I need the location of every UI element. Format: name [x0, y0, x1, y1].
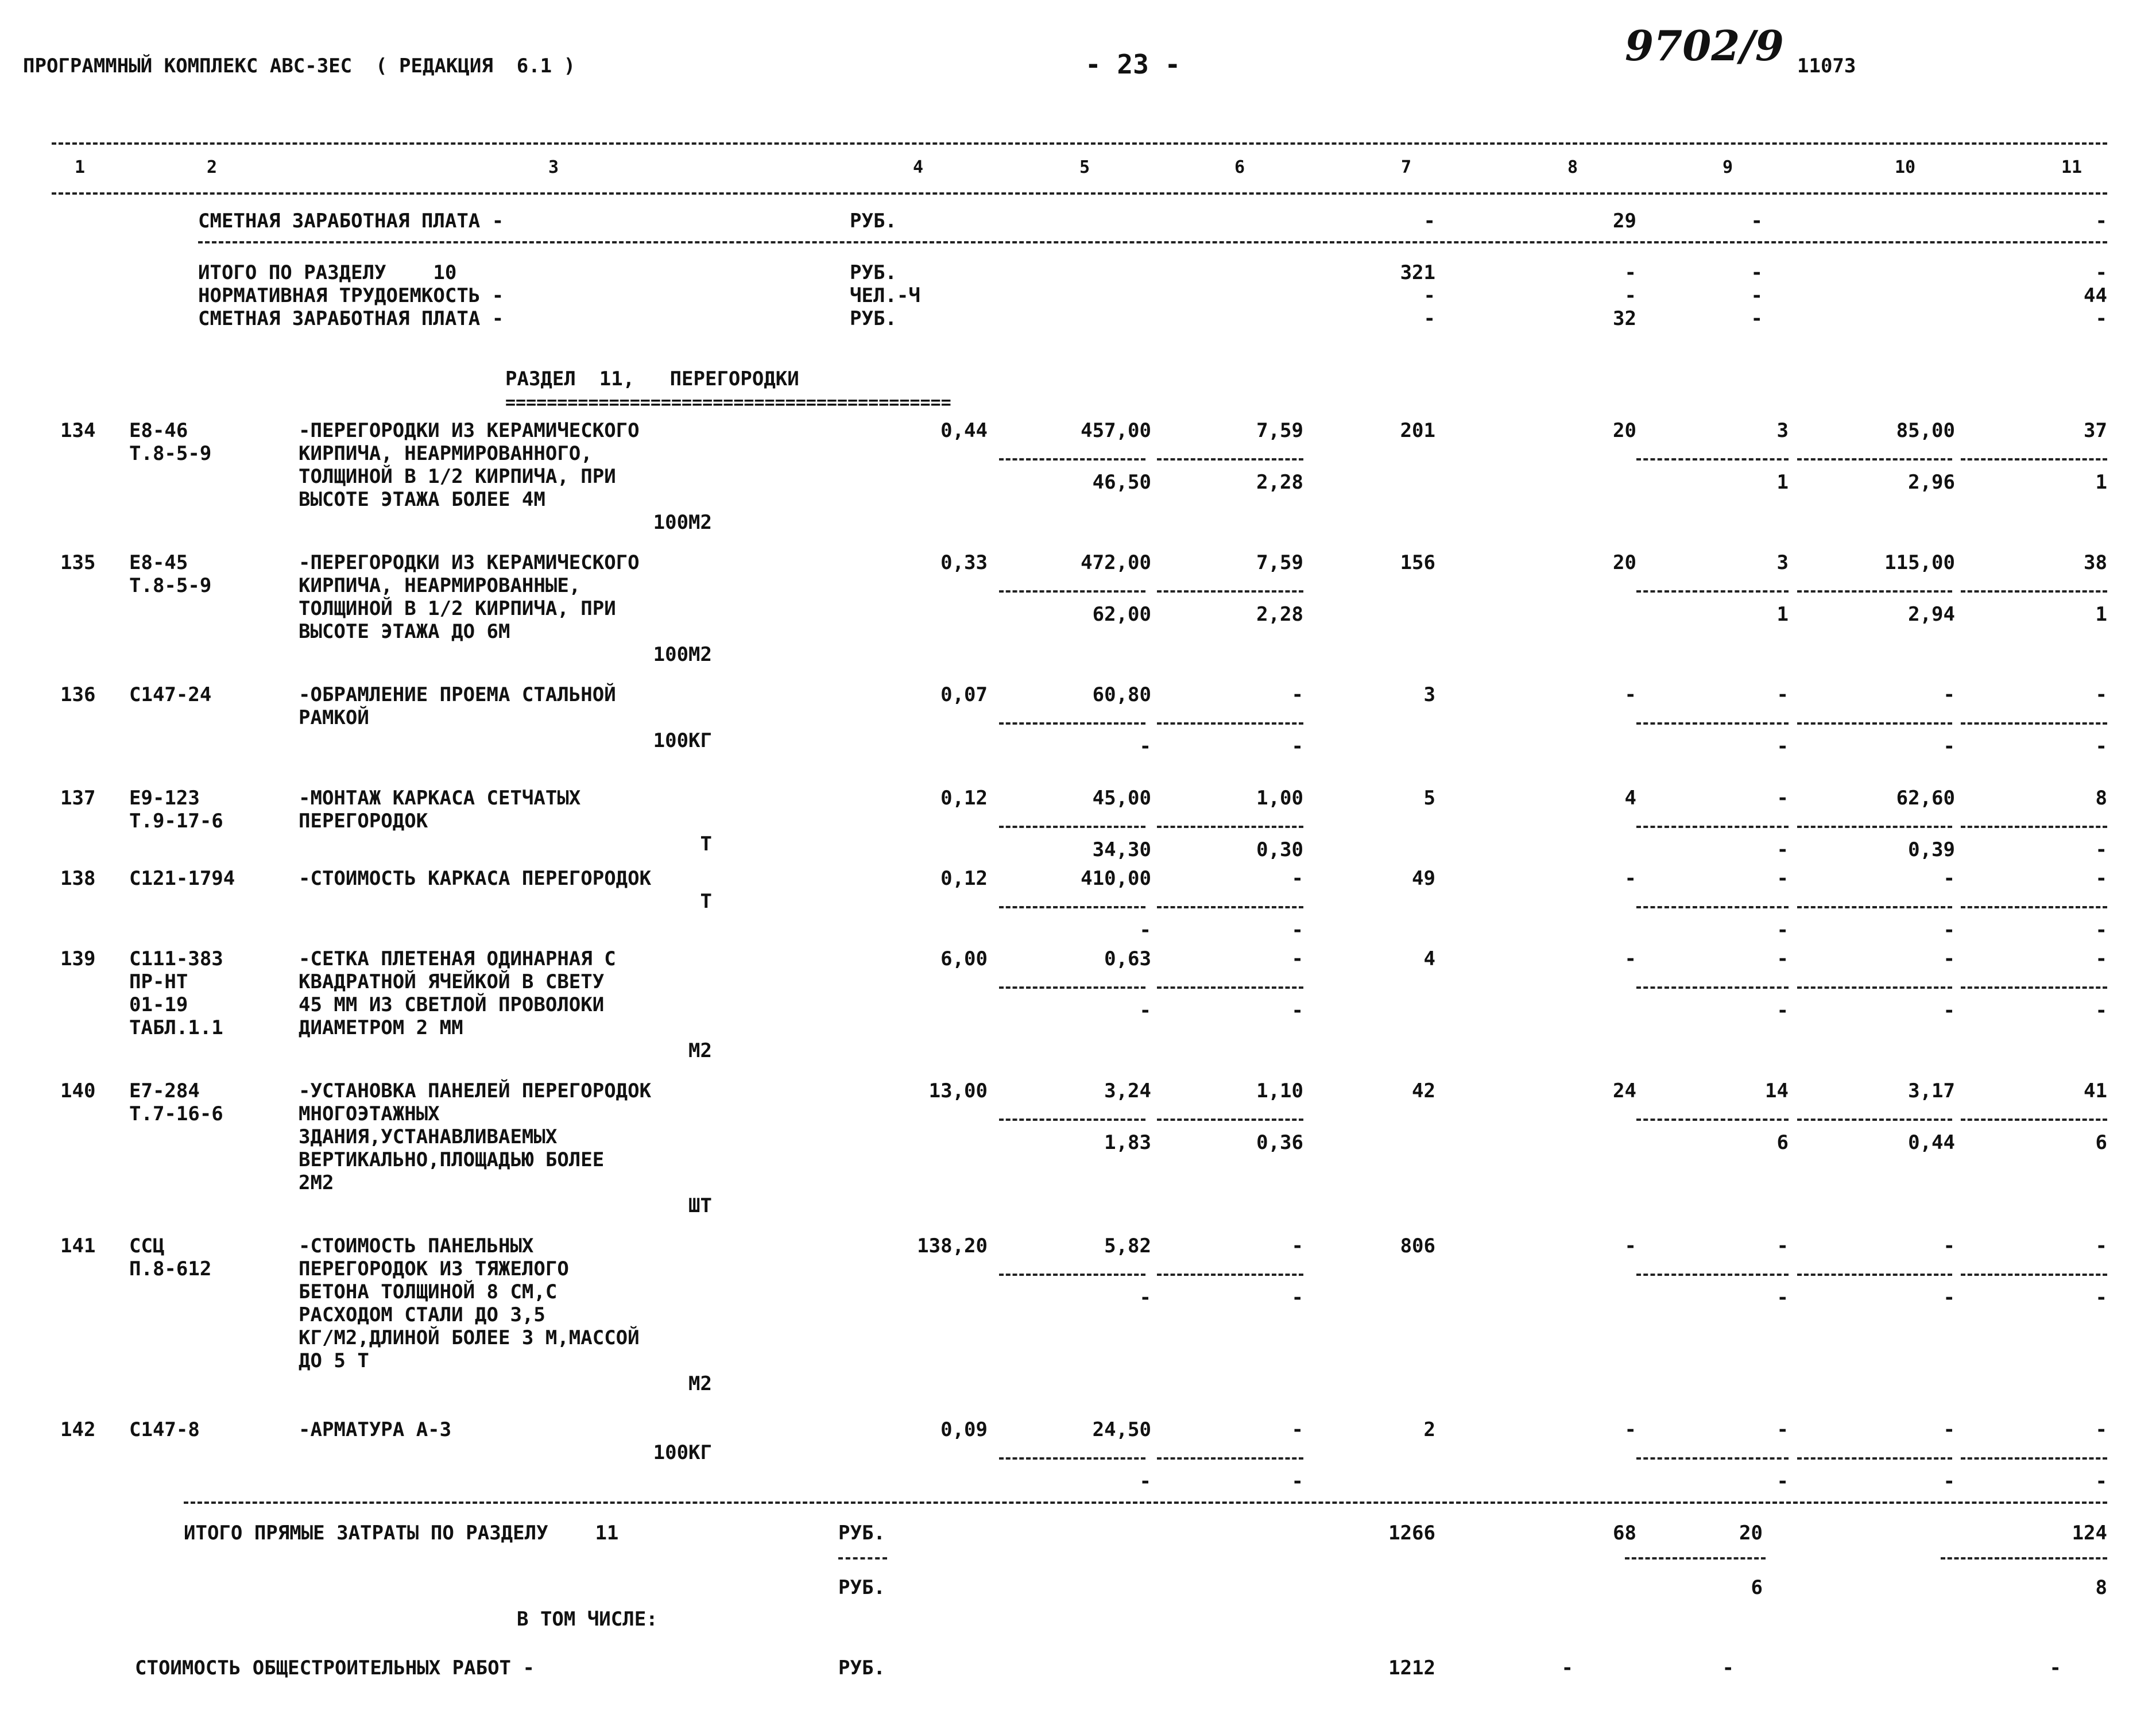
row-number: 141: [60, 1235, 96, 1257]
summary-unit: РУБ.: [850, 261, 897, 284]
building-works-label: СТОИМОСТЬ ОБЩЕСТРОИТЕЛЬНЫХ РАБОТ -: [135, 1657, 535, 1680]
row-unit-wage: 46,50: [1092, 471, 1151, 494]
row-machines-wage: -: [1776, 999, 1789, 1022]
row-unit-price: 472,00: [1081, 551, 1151, 574]
column-header-3: 3: [548, 157, 559, 177]
totals-col7: 1266: [1388, 1522, 1435, 1545]
row-machines-wage: 1: [1776, 471, 1789, 494]
row-machines: 3: [1776, 419, 1789, 442]
row-code: С121-1794: [129, 867, 235, 890]
row-labor-unit: -: [1943, 947, 1955, 970]
row-machine-wage: -: [1291, 1470, 1303, 1493]
row-machine-price: -: [1291, 867, 1303, 890]
row-number: 134: [60, 419, 96, 442]
row-labor-total-2: 1: [2095, 603, 2107, 626]
column-header-6: 6: [1234, 157, 1245, 177]
row-code: Е7-284: [129, 1079, 200, 1102]
row-unit-price: 0,63: [1104, 947, 1151, 970]
row-machine-price: 1,00: [1256, 787, 1303, 810]
cell-rule: [1797, 1119, 1952, 1121]
row-machines: -: [1776, 787, 1789, 810]
row-unit-wage: -: [1139, 919, 1151, 942]
row-total: 201: [1400, 419, 1435, 442]
row-machines: -: [1776, 947, 1789, 970]
totals-label: ИТОГО ПРЯМЫЕ ЗАТРАТЫ ПО РАЗДЕЛУ 11: [184, 1522, 619, 1545]
row-machine-wage: 2,28: [1256, 471, 1303, 494]
summary-label: ИТОГО ПО РАЗДЕЛУ 10: [198, 261, 457, 284]
row-labor-total: 37: [2084, 419, 2107, 442]
cell-rule: [1961, 1119, 2107, 1121]
row-labor-total: 8: [2095, 787, 2107, 810]
section-underline: ===========================================: [505, 393, 951, 413]
cell-rule: [1797, 906, 1952, 908]
summary-col8: 29: [1613, 210, 1636, 233]
row-code: 01-19: [129, 993, 188, 1016]
row-description: ВЫСОТЕ ЭТАЖА БОЛЕЕ 4М: [299, 488, 545, 511]
column-header-11: 11: [2061, 157, 2083, 177]
including-label: В ТОМ ЧИСЛЕ:: [517, 1608, 658, 1631]
building-works-col7: 1212: [1388, 1657, 1435, 1680]
summary-col8: 32: [1613, 307, 1636, 330]
row-labor-unit-2: 0,39: [1908, 838, 1955, 861]
totals-col9-2: 6: [1751, 1576, 1763, 1599]
row-unit: Т: [700, 890, 712, 913]
row-quantity: 0,12: [940, 867, 988, 890]
row-total: 5: [1423, 787, 1435, 810]
section-title: РАЗДЕЛ 11, ПЕРЕГОРОДКИ: [505, 367, 799, 390]
cell-rule: [999, 906, 1145, 908]
header-rule: [52, 192, 2107, 195]
row-machines-wage: -: [1776, 735, 1789, 758]
cell-rule: [1636, 722, 1789, 725]
cell-rule: [1961, 590, 2107, 593]
row-machines: -: [1776, 683, 1789, 706]
row-labor-total: -: [2095, 867, 2107, 890]
row-description: КИРПИЧА, НЕАРМИРОВАННЫЕ,: [299, 574, 581, 597]
summary-label: НОРМАТИВНАЯ ТРУДОЕМКОСТЬ -: [198, 284, 504, 307]
row-labor-unit-2: 2,94: [1908, 603, 1955, 626]
row-unit-wage: -: [1139, 999, 1151, 1022]
top-rule: [52, 142, 2107, 145]
row-wages: -: [1624, 1418, 1636, 1441]
row-labor-total-2: -: [2095, 1470, 2107, 1493]
totals-col9: 20: [1739, 1522, 1763, 1545]
row-code: С111-383: [129, 947, 223, 970]
row-machines-wage: 6: [1776, 1131, 1789, 1154]
cell-rule: [999, 1119, 1145, 1121]
row-wages: 24: [1613, 1079, 1636, 1102]
row-wages: 20: [1613, 419, 1636, 442]
row-description: ВЕРТИКАЛЬНО,ПЛОЩАДЬЮ БОЛЕЕ: [299, 1148, 605, 1171]
row-labor-total: 38: [2084, 551, 2107, 574]
row-description: -ПЕРЕГОРОДКИ ИЗ КЕРАМИЧЕСКОГО: [299, 419, 640, 442]
row-machine-wage: 0,30: [1256, 838, 1303, 861]
row-description: ЗДАНИЯ,УСТАНАВЛИВАЕМЫХ: [299, 1125, 558, 1148]
cell-rule: [999, 590, 1145, 593]
row-description: 2М2: [299, 1171, 334, 1194]
row-unit: 100М2: [653, 511, 712, 534]
summary-col11: -: [2095, 210, 2107, 233]
row-unit-price: 45,00: [1092, 787, 1151, 810]
cell-rule: [1157, 722, 1303, 725]
column-header-2: 2: [207, 157, 218, 177]
row-description: РАСХОДОМ СТАЛИ ДО 3,5: [299, 1303, 545, 1326]
building-works-col9: -: [1722, 1657, 1734, 1680]
row-unit-wage: -: [1139, 1470, 1151, 1493]
cell-rule: [1636, 1119, 1789, 1121]
row-code: С147-8: [129, 1418, 200, 1441]
row-labor-total-2: -: [2095, 1286, 2107, 1309]
cell-rule: [1961, 906, 2107, 908]
row-code: Т.8-5-9: [129, 442, 212, 465]
row-unit-price: 3,24: [1104, 1079, 1151, 1102]
summary-col7: 321: [1400, 261, 1435, 284]
row-description: -АРМАТУРА А-3: [299, 1418, 452, 1441]
cell-rule: [1157, 1274, 1303, 1276]
row-machine-wage: 0,36: [1256, 1131, 1303, 1154]
row-unit: Т: [700, 833, 712, 856]
cell-rule: [1797, 590, 1952, 593]
row-unit-wage: -: [1139, 735, 1151, 758]
cell-rule: [1157, 590, 1303, 593]
cell-rule: [1636, 986, 1789, 989]
totals-col9-rule: [1625, 1557, 1766, 1560]
row-machines: -: [1776, 1418, 1789, 1441]
row-machine-price: -: [1291, 1418, 1303, 1441]
cell-rule: [1157, 986, 1303, 989]
row-machine-wage: -: [1291, 735, 1303, 758]
cell-rule: [1961, 1457, 2107, 1460]
row-labor-total-2: -: [2095, 999, 2107, 1022]
row-labor-total-2: 6: [2095, 1131, 2107, 1154]
totals-rule: [184, 1502, 2107, 1504]
cell-rule: [1961, 826, 2107, 828]
column-header-8: 8: [1567, 157, 1578, 177]
summary-label: СМЕТНАЯ ЗАРАБОТНАЯ ПЛАТА -: [198, 210, 504, 233]
row-machine-price: -: [1291, 683, 1303, 706]
row-description: -ОБРАМЛЕНИЕ ПРОЕМА СТАЛЬНОЙ: [299, 683, 616, 706]
row-quantity: 6,00: [940, 947, 988, 970]
row-code: Е8-46: [129, 419, 188, 442]
row-unit: ШТ: [688, 1194, 712, 1217]
row-code: ПР-НТ: [129, 970, 188, 993]
totals-col11-2: 8: [2095, 1576, 2107, 1599]
row-quantity: 0,12: [940, 787, 988, 810]
summary-col7: -: [1423, 210, 1435, 233]
cell-rule: [1157, 906, 1303, 908]
row-labor-unit-2: 2,96: [1908, 471, 1955, 494]
row-total: 3: [1423, 683, 1435, 706]
row-code: Т.7-16-6: [129, 1102, 223, 1125]
row-labor-unit: -: [1943, 867, 1955, 890]
row-labor-unit-2: -: [1943, 919, 1955, 942]
summary-col11: -: [2095, 261, 2107, 284]
row-machines-wage: -: [1776, 1470, 1789, 1493]
totals-unit: РУБ.: [838, 1576, 885, 1599]
cell-rule: [1961, 986, 2107, 989]
row-description: КВАДРАТНОЙ ЯЧЕЙКОЙ В СВЕТУ: [299, 970, 605, 993]
summary-col8: -: [1624, 284, 1636, 307]
summary-col9: -: [1751, 261, 1763, 284]
cell-rule: [1636, 1457, 1789, 1460]
summary-col7: -: [1423, 284, 1435, 307]
row-labor-unit: -: [1943, 1235, 1955, 1257]
row-description: МНОГОЭТАЖНЫХ: [299, 1102, 440, 1125]
summary-unit: РУБ.: [850, 307, 897, 330]
row-number: 142: [60, 1418, 96, 1441]
row-description: -МОНТАЖ КАРКАСА СЕТЧАТЫХ: [299, 787, 581, 810]
row-wages: -: [1624, 683, 1636, 706]
row-description: КИРПИЧА, НЕАРМИРОВАННОГО,: [299, 442, 593, 465]
row-code: П.8-612: [129, 1257, 212, 1280]
row-total: 49: [1412, 867, 1435, 890]
cell-rule: [1961, 458, 2107, 461]
row-description: РАМКОЙ: [299, 706, 369, 729]
row-labor-total: -: [2095, 1418, 2107, 1441]
cell-rule: [1157, 826, 1303, 828]
row-labor-unit: 62,60: [1896, 787, 1955, 810]
row-unit-price: 60,80: [1092, 683, 1151, 706]
cell-rule: [1636, 458, 1789, 461]
cell-rule: [1157, 1457, 1303, 1460]
row-code: Е9-123: [129, 787, 200, 810]
cell-rule: [999, 458, 1145, 461]
row-machine-price: 7,59: [1256, 419, 1303, 442]
cell-rule: [999, 1457, 1145, 1460]
row-labor-unit-2: -: [1943, 999, 1955, 1022]
row-description: ДО 5 Т: [299, 1349, 369, 1372]
row-code: Т.9-17-6: [129, 810, 223, 833]
row-machines: -: [1776, 867, 1789, 890]
row-unit: М2: [688, 1039, 712, 1062]
cell-rule: [999, 722, 1145, 725]
row-quantity: 0,09: [940, 1418, 988, 1441]
row-description: ТОЛЩИНОЙ В 1/2 КИРПИЧА, ПРИ: [299, 597, 616, 620]
row-labor-unit-2: 0,44: [1908, 1131, 1955, 1154]
row-unit: 100КГ: [653, 729, 712, 752]
row-labor-total: -: [2095, 683, 2107, 706]
row-unit-wage: 34,30: [1092, 838, 1151, 861]
handwritten-doc-number: 9702/9: [1625, 21, 1784, 70]
summary-label: СМЕТНАЯ ЗАРАБОТНАЯ ПЛАТА -: [198, 307, 504, 330]
cell-rule: [1636, 826, 1789, 828]
row-machines-wage: -: [1776, 919, 1789, 942]
summary-unit: РУБ.: [850, 210, 897, 233]
row-description: -СТОИМОСТЬ ПАНЕЛЬНЫХ: [299, 1235, 534, 1257]
row-unit-price: 410,00: [1081, 867, 1151, 890]
column-header-1: 1: [75, 157, 86, 177]
row-labor-unit: 115,00: [1884, 551, 1955, 574]
summary-unit: ЧЕЛ.-Ч: [850, 284, 920, 307]
row-description: ТОЛЩИНОЙ В 1/2 КИРПИЧА, ПРИ: [299, 465, 616, 488]
row-description: КГ/М2,ДЛИНОЙ БОЛЕЕ 3 М,МАССОЙ: [299, 1326, 640, 1349]
row-description: ПЕРЕГОРОДОК ИЗ ТЯЖЕЛОГО: [299, 1257, 569, 1280]
summary-rule: [198, 241, 2107, 243]
row-labor-total-2: -: [2095, 838, 2107, 861]
row-number: 139: [60, 947, 96, 970]
row-quantity: 13,00: [928, 1079, 988, 1102]
cell-rule: [1636, 1274, 1789, 1276]
row-labor-unit: -: [1943, 1418, 1955, 1441]
program-title: ПРОГРАММНЫЙ КОМПЛЕКС АВС-3ЕС ( РЕДАКЦИЯ 6.1 ): [23, 55, 576, 78]
cell-rule: [999, 1274, 1145, 1276]
cell-rule: [1636, 590, 1789, 593]
totals-unit: РУБ.: [838, 1522, 885, 1545]
row-labor-total-2: 1: [2095, 471, 2107, 494]
cell-rule: [1157, 1119, 1303, 1121]
row-machines-wage: 1: [1776, 603, 1789, 626]
row-machine-price: -: [1291, 1235, 1303, 1257]
row-unit-wage: -: [1139, 1286, 1151, 1309]
row-machine-price: 7,59: [1256, 551, 1303, 574]
row-code: Е8-45: [129, 551, 188, 574]
row-description: ПЕРЕГОРОДОК: [299, 810, 428, 833]
building-works-unit: РУБ.: [838, 1657, 885, 1680]
totals-col8: 68: [1613, 1522, 1636, 1545]
row-code: ССЦ: [129, 1235, 165, 1257]
row-description: 45 ММ ИЗ СВЕТЛОЙ ПРОВОЛОКИ: [299, 993, 605, 1016]
totals-col11-rule: [1941, 1557, 2107, 1560]
row-wages: 4: [1624, 787, 1636, 810]
row-machine-wage: -: [1291, 919, 1303, 942]
row-quantity: 138,20: [917, 1235, 988, 1257]
column-header-7: 7: [1401, 157, 1412, 177]
row-machines: 3: [1776, 551, 1789, 574]
row-machine-wage: -: [1291, 1286, 1303, 1309]
row-labor-total-2: -: [2095, 919, 2107, 942]
building-works-col11: -: [2049, 1657, 2061, 1680]
cell-rule: [1961, 1274, 2107, 1276]
row-machines: -: [1776, 1235, 1789, 1257]
row-number: 137: [60, 787, 96, 810]
row-wages: 20: [1613, 551, 1636, 574]
row-labor-unit-2: -: [1943, 1286, 1955, 1309]
row-labor-unit: 85,00: [1896, 419, 1955, 442]
row-labor-unit: 3,17: [1908, 1079, 1955, 1102]
row-machine-price: -: [1291, 947, 1303, 970]
row-description: -УСТАНОВКА ПАНЕЛЕЙ ПЕРЕГОРОДОК: [299, 1079, 652, 1102]
column-header-10: 10: [1895, 157, 1916, 177]
row-description: ДИАМЕТРОМ 2 ММ: [299, 1016, 463, 1039]
cell-rule: [1961, 722, 2107, 725]
cell-rule: [1636, 906, 1789, 908]
cell-rule: [1797, 1457, 1952, 1460]
row-machine-wage: -: [1291, 999, 1303, 1022]
row-code: ТАБЛ.1.1: [129, 1016, 223, 1039]
row-machines-wage: -: [1776, 1286, 1789, 1309]
row-machine-wage: 2,28: [1256, 603, 1303, 626]
row-unit-price: 24,50: [1092, 1418, 1151, 1441]
row-labor-unit-2: -: [1943, 1470, 1955, 1493]
row-total: 42: [1412, 1079, 1435, 1102]
row-machines-wage: -: [1776, 838, 1789, 861]
row-unit: М2: [688, 1372, 712, 1395]
row-labor-unit: -: [1943, 683, 1955, 706]
row-number: 138: [60, 867, 96, 890]
row-labor-unit-2: -: [1943, 735, 1955, 758]
row-number: 136: [60, 683, 96, 706]
row-description: -СЕТКА ПЛЕТЕНАЯ ОДИНАРНАЯ С: [299, 947, 616, 970]
row-code: С147-24: [129, 683, 212, 706]
row-description: ВЫСОТЕ ЭТАЖА ДО 6М: [299, 620, 510, 643]
row-total: 2: [1423, 1418, 1435, 1441]
column-header-9: 9: [1723, 157, 1733, 177]
row-description: -ПЕРЕГОРОДКИ ИЗ КЕРАМИЧЕСКОГО: [299, 551, 640, 574]
row-number: 135: [60, 551, 96, 574]
summary-col9: -: [1751, 307, 1763, 330]
row-quantity: 0,07: [940, 683, 988, 706]
totals-unit-rule: [838, 1557, 887, 1560]
row-labor-total: -: [2095, 1235, 2107, 1257]
cell-rule: [1157, 458, 1303, 461]
row-labor-total-2: -: [2095, 735, 2107, 758]
row-unit: 100КГ: [653, 1441, 712, 1464]
cell-rule: [999, 986, 1145, 989]
summary-col11: -: [2095, 307, 2107, 330]
row-unit-price: 5,82: [1104, 1235, 1151, 1257]
row-unit: 100М2: [653, 643, 712, 666]
row-total: 4: [1423, 947, 1435, 970]
building-works-col8: -: [1561, 1657, 1573, 1680]
row-code: Т.8-5-9: [129, 574, 212, 597]
row-unit-price: 457,00: [1081, 419, 1151, 442]
row-labor-total: -: [2095, 947, 2107, 970]
row-total: 806: [1400, 1235, 1435, 1257]
row-quantity: 0,44: [940, 419, 988, 442]
doc-code: 11073: [1797, 55, 1856, 78]
summary-col8: -: [1624, 261, 1636, 284]
row-machine-price: 1,10: [1256, 1079, 1303, 1102]
row-unit-wage: 62,00: [1092, 603, 1151, 626]
row-wages: -: [1624, 867, 1636, 890]
summary-col11: 44: [2084, 284, 2107, 307]
row-total: 156: [1400, 551, 1435, 574]
totals-col11: 124: [2072, 1522, 2107, 1545]
row-wages: -: [1624, 947, 1636, 970]
row-description: -СТОИМОСТЬ КАРКАСА ПЕРЕГОРОДОК: [299, 867, 652, 890]
summary-col9: -: [1751, 284, 1763, 307]
column-header-5: 5: [1079, 157, 1090, 177]
cell-rule: [1797, 826, 1952, 828]
summary-col7: -: [1423, 307, 1435, 330]
cell-rule: [1797, 1274, 1952, 1276]
row-machines: 14: [1765, 1079, 1789, 1102]
row-description: БЕТОНА ТОЛЩИНОЙ 8 СМ,С: [299, 1280, 558, 1303]
cell-rule: [1797, 722, 1952, 725]
cell-rule: [1797, 458, 1952, 461]
row-unit-wage: 1,83: [1104, 1131, 1151, 1154]
cell-rule: [1797, 986, 1952, 989]
row-number: 140: [60, 1079, 96, 1102]
row-wages: -: [1624, 1235, 1636, 1257]
row-quantity: 0,33: [940, 551, 988, 574]
cell-rule: [999, 826, 1145, 828]
page-number: - 23 -: [1085, 49, 1181, 80]
row-labor-total: 41: [2084, 1079, 2107, 1102]
summary-col9: -: [1751, 210, 1763, 233]
column-header-4: 4: [913, 157, 924, 177]
